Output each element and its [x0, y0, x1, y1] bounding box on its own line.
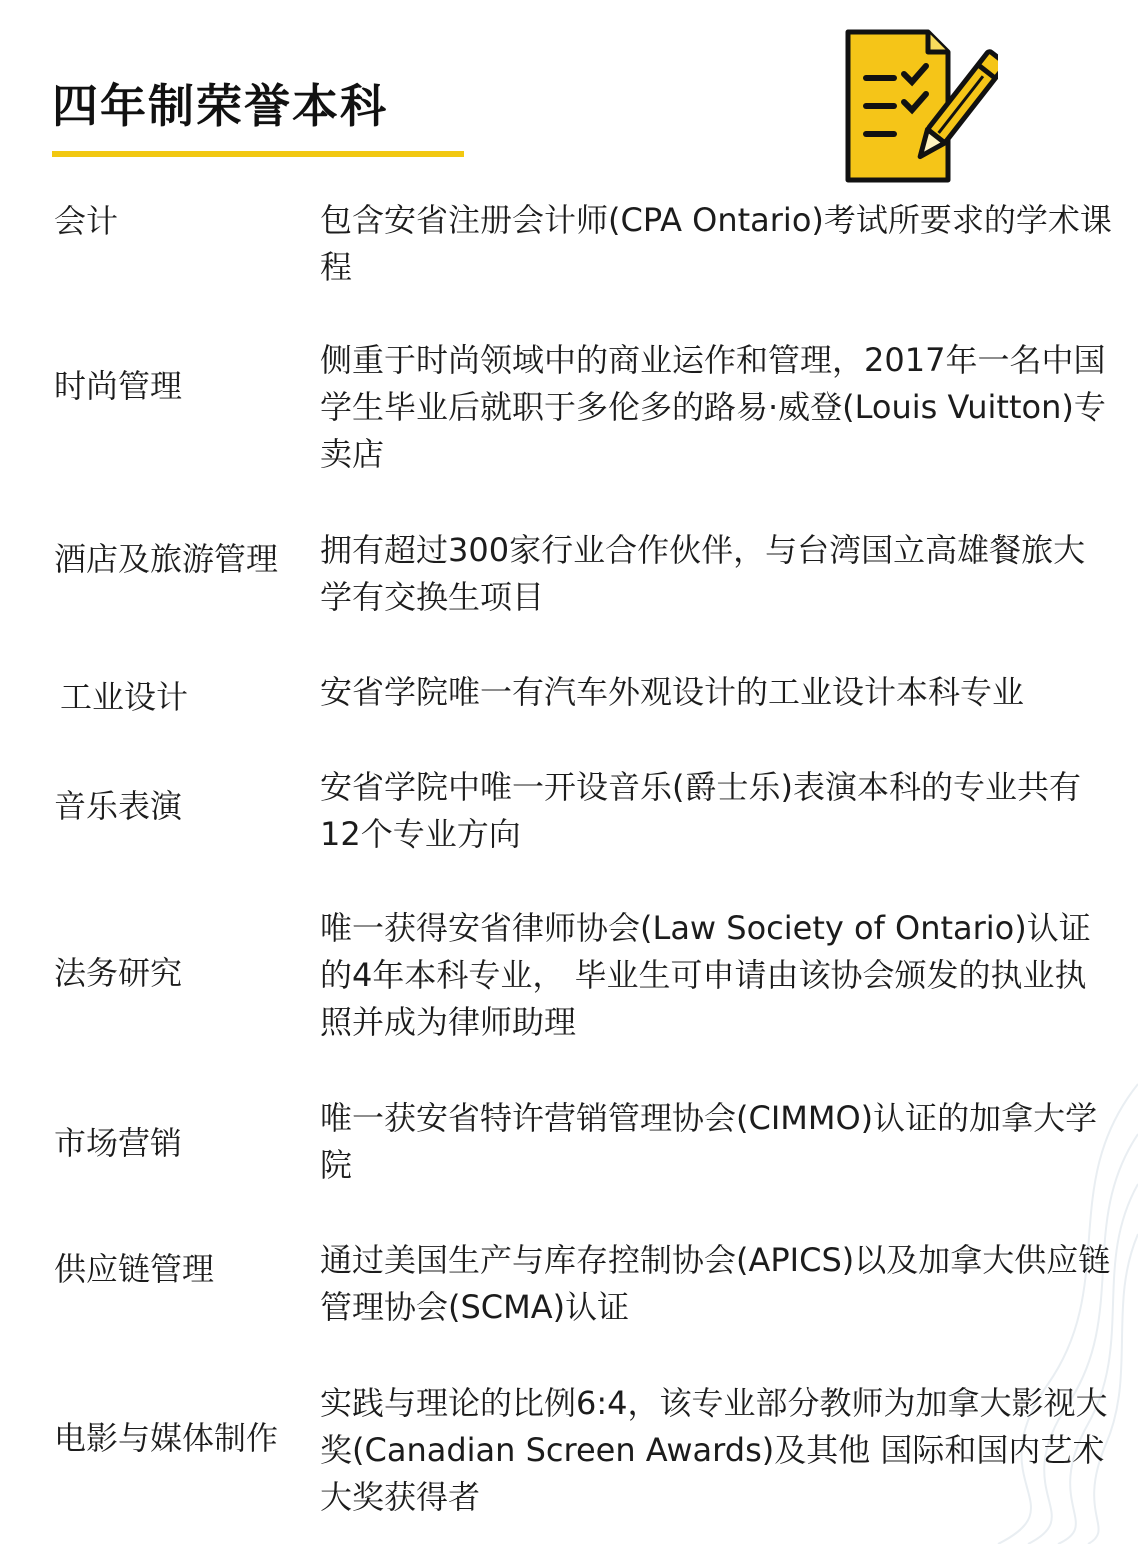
- checklist-pencil-icon: [842, 28, 998, 186]
- page-title: 四年制荣誉本科: [52, 79, 388, 133]
- major-description: 拥有超过300家行业合作伙伴，与台湾国立高雄餐旅大学有交换生项目: [320, 531, 1086, 616]
- title-underline: [52, 151, 464, 157]
- major-description: 实践与理论的比例6:4，该专业部分教师为加拿大影视大奖(Canadian Screen Awards)及其他 国际和国内艺术大奖获得者: [320, 1384, 1108, 1516]
- major-name: 法务研究: [54, 954, 183, 992]
- major-description: 安省学院中唯一开设音乐(爵士乐)表演本科的专业共有12个专业方向: [320, 768, 1081, 853]
- major-description: 侧重于时尚领域中的商业运作和管理，2017年一名中国学生毕业后就职于多伦多的路易·威登(Louis Vuitton)专卖店: [320, 341, 1106, 473]
- major-description: 包含安省注册会计师(CPA Ontario)考试所要求的学术课程: [320, 201, 1112, 286]
- major-name: 会计: [54, 202, 119, 240]
- major-name: 工业设计: [60, 678, 189, 716]
- major-description: 唯一获得安省律师协会(Law Society of Ontario)认证的4年本科专业， 毕业生可申请由该协会颁发的执业执照并成为律师助理: [320, 909, 1091, 1041]
- major-name: 酒店及旅游管理: [54, 540, 279, 578]
- major-name: 供应链管理: [54, 1250, 215, 1288]
- major-description: 唯一获安省特许营销管理协会(CIMMO)认证的加拿大学院: [320, 1099, 1098, 1184]
- major-name: 时尚管理: [54, 367, 183, 405]
- major-description: 安省学院唯一有汽车外观设计的工业设计本科专业: [320, 673, 1025, 711]
- major-name: 电影与媒体制作: [54, 1419, 279, 1457]
- major-description: 通过美国生产与库存控制协会(APICS)以及加拿大供应链管理协会(SCMA)认证: [320, 1241, 1111, 1326]
- major-name: 音乐表演: [54, 787, 183, 825]
- major-name: 市场营销: [54, 1124, 183, 1162]
